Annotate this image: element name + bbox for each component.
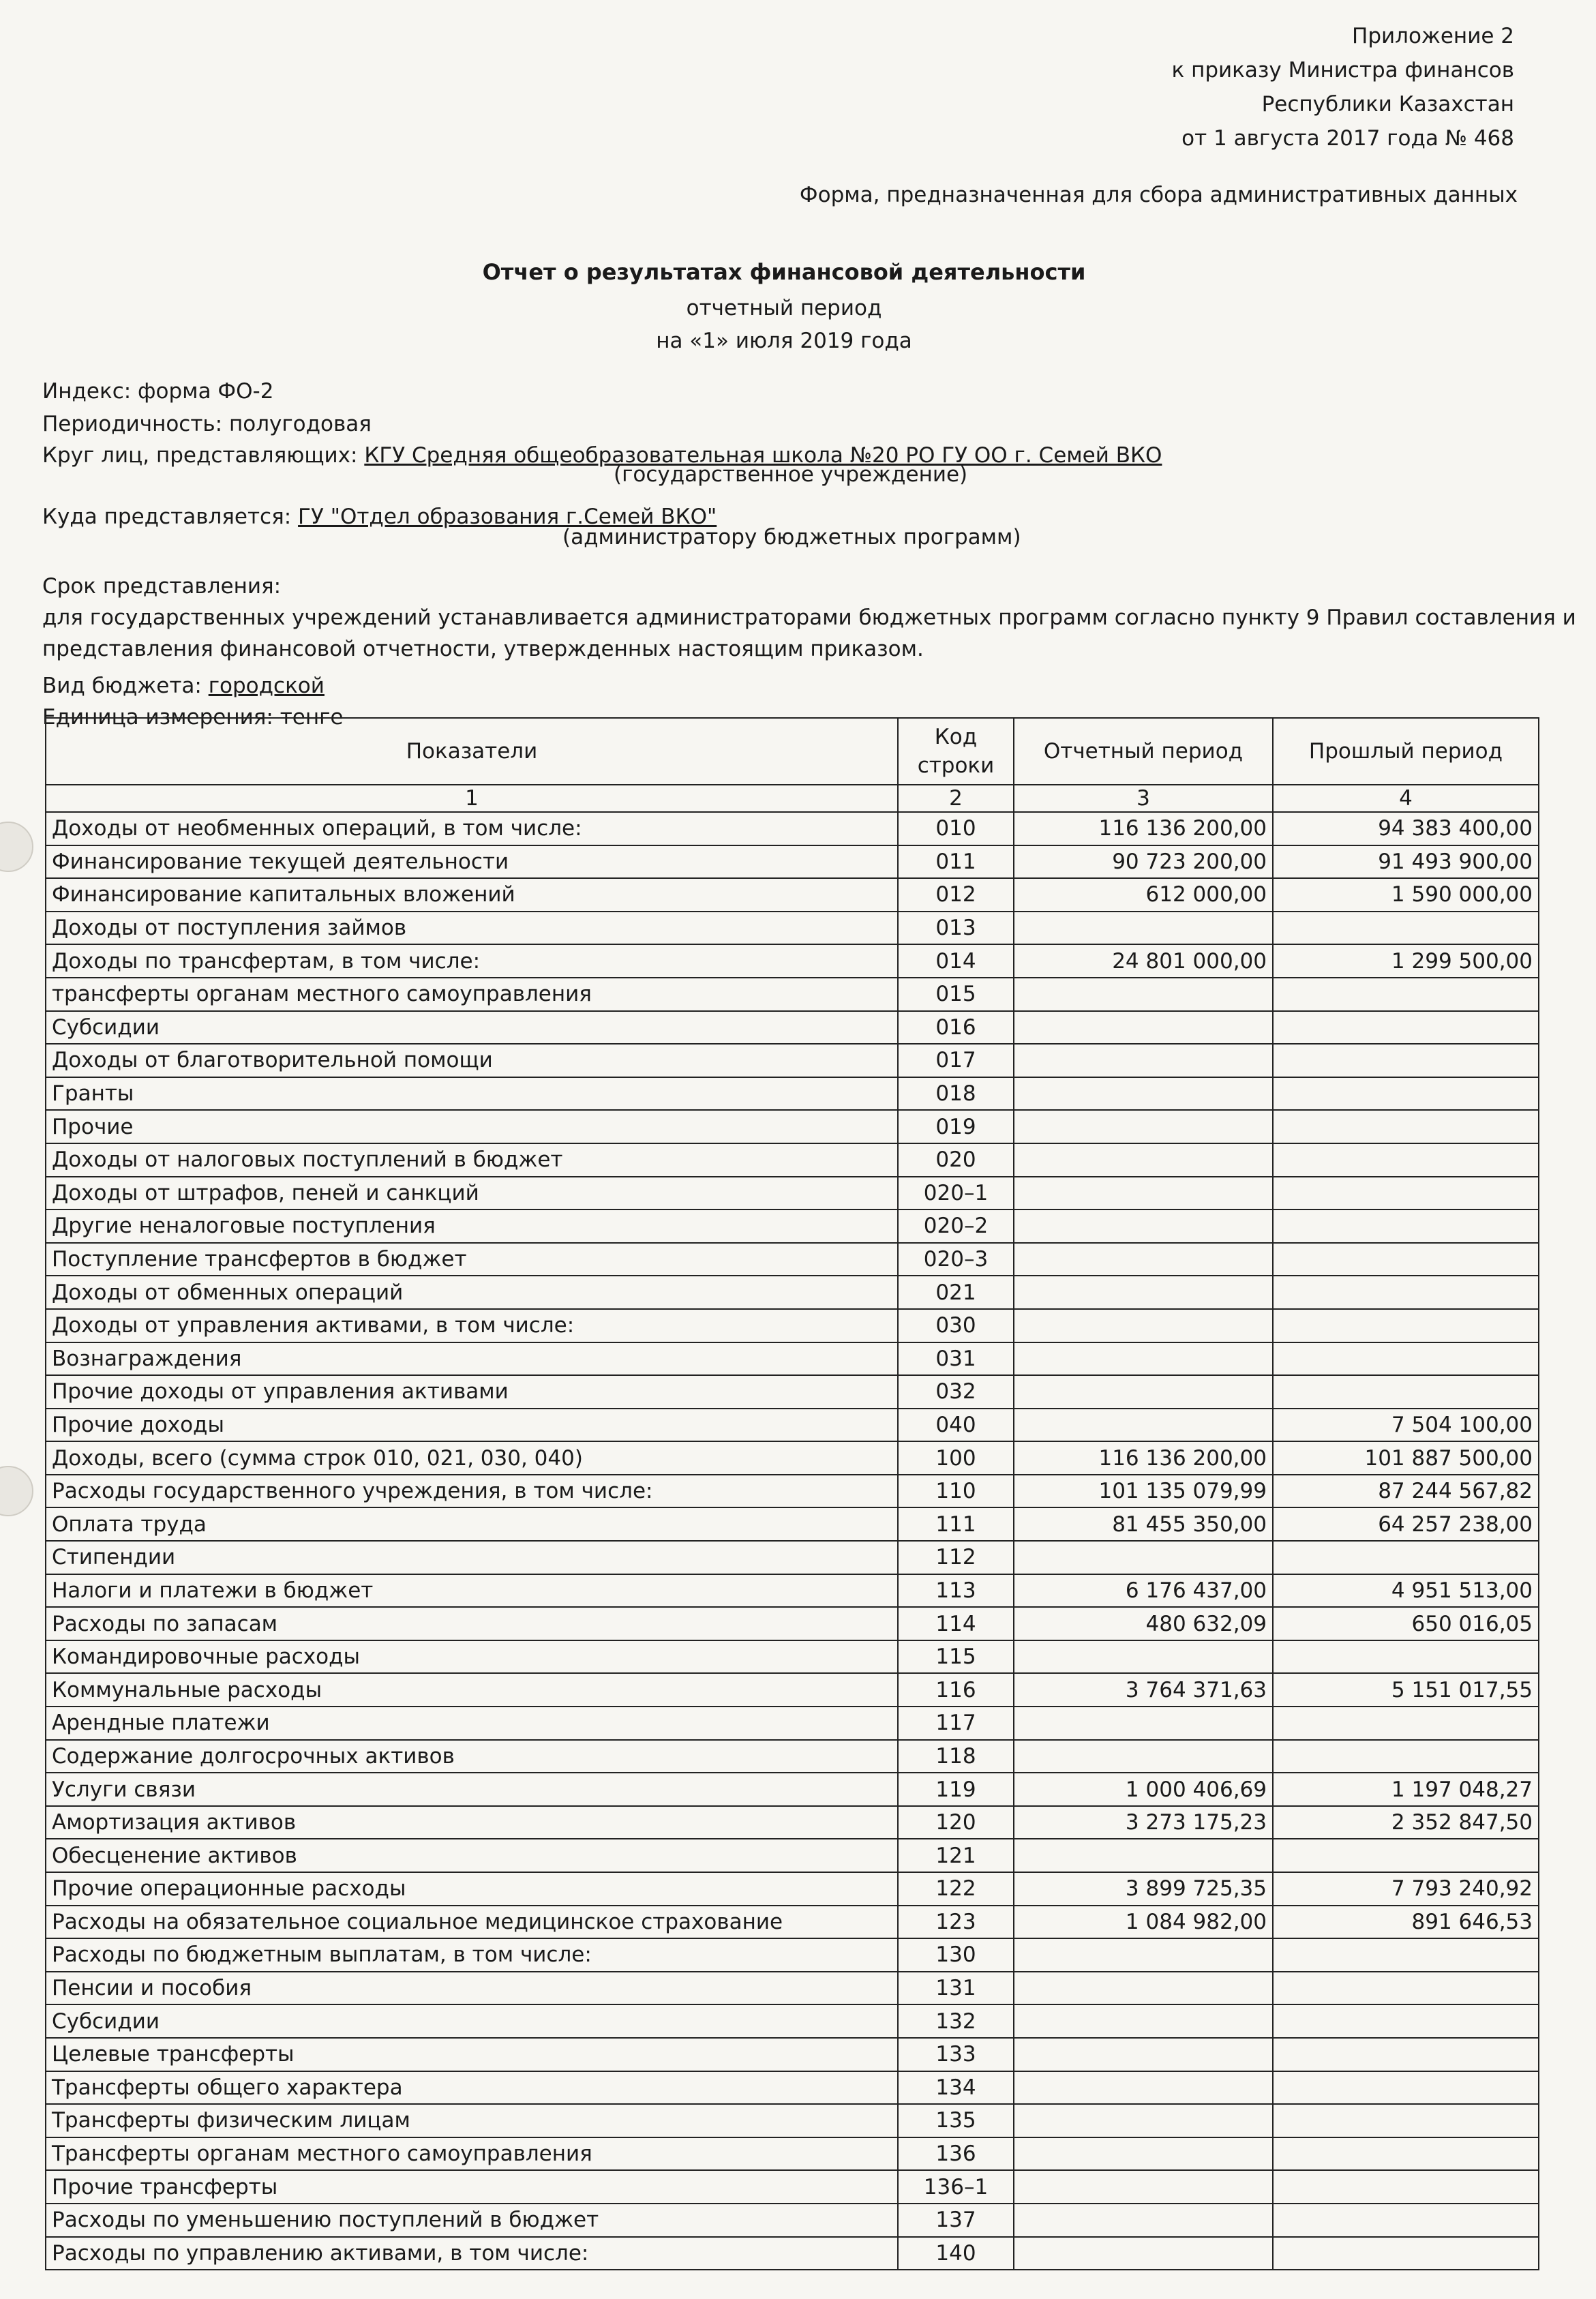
row-code: 016 [898, 1011, 1014, 1045]
row-current-value [1014, 1044, 1273, 1077]
presenter [42, 443, 1162, 468]
punch-hole [0, 1466, 33, 1516]
appendix-line: Приложение 2 [1352, 24, 1514, 48]
row-previous-value [1273, 1375, 1539, 1409]
row-label: Расходы по управлению активами, в том числе: [46, 2237, 898, 2270]
table-row [46, 2071, 1539, 2105]
table-row [46, 1409, 1539, 1442]
row-code: 020 [898, 1143, 1014, 1177]
row-code: 117 [898, 1707, 1014, 1740]
table-row [46, 1441, 1539, 1475]
row-code: 031 [898, 1342, 1014, 1376]
row-code: 111 [898, 1507, 1014, 1541]
row-code: 100 [898, 1441, 1014, 1475]
row-previous-value [1273, 1839, 1539, 1872]
header-previous-period: Прошлый период [1273, 718, 1539, 785]
row-label: Расходы по уменьшению поступлений в бюджет [46, 2204, 898, 2237]
report-period-label: отчетный период [686, 296, 882, 320]
row-label: Трансферты физическим лицам [46, 2104, 898, 2137]
table-row [46, 1209, 1539, 1243]
presenter-note: (государственное учреждение) [614, 462, 968, 487]
form-index: Индекс: форма ФО-2 [42, 379, 274, 404]
table-row [46, 1740, 1539, 1773]
row-current-value [1014, 2204, 1273, 2237]
row-previous-value: 91 493 900,00 [1273, 845, 1539, 879]
row-previous-value: 7 793 240,92 [1273, 1872, 1539, 1906]
row-label: Субсидии [46, 1011, 898, 1045]
table-row [46, 1541, 1539, 1574]
deadline-label: Срок представления: [42, 574, 282, 599]
row-label: Расходы на обязательное социальное медицинское страхование [46, 1906, 898, 1939]
row-label: Доходы, всего (сумма строк 010, 021, 030, 040) [46, 1441, 898, 1475]
row-previous-value [1273, 2170, 1539, 2204]
recipient-label: Куда представляется: [42, 505, 299, 529]
row-current-value: 612 000,00 [1014, 878, 1273, 912]
row-current-value [1014, 1972, 1273, 2005]
table-row [46, 1077, 1539, 1111]
presenter-value: КГУ Средняя общеобразовательная школа №20 РО ГУ ОО г. Семей ВКО [364, 443, 1162, 468]
row-current-value [1014, 2104, 1273, 2137]
table-row [46, 812, 1539, 845]
row-current-value [1014, 2004, 1273, 2038]
row-code: 012 [898, 878, 1014, 912]
report-table [45, 717, 1539, 2270]
row-previous-value [1273, 2137, 1539, 2171]
row-current-value [1014, 1077, 1273, 1111]
column-number: 2 [898, 785, 1014, 812]
table-row [46, 1044, 1539, 1077]
table-row [46, 2004, 1539, 2038]
header-indicators: Показатели [46, 718, 898, 785]
row-code: 123 [898, 1906, 1014, 1939]
row-current-value: 81 455 350,00 [1014, 1507, 1273, 1541]
table-row [46, 1011, 1539, 1045]
row-label: Финансирование капитальных вложений [46, 878, 898, 912]
row-code: 115 [898, 1640, 1014, 1674]
deadline-text: представления финансовой отчетности, утвержденных настоящим приказом. [42, 637, 924, 661]
appendix-line: Республики Казахстан [1261, 92, 1514, 117]
row-code: 133 [898, 2038, 1014, 2071]
appendix-line: от 1 августа 2017 года № 468 [1181, 126, 1514, 151]
row-current-value [1014, 1209, 1273, 1243]
row-label: Арендные платежи [46, 1707, 898, 1740]
row-code: 010 [898, 812, 1014, 845]
recipient-value: ГУ "Отдел образования г.Семей ВКО" [298, 505, 717, 529]
row-previous-value [1273, 1044, 1539, 1077]
row-label: Прочие трансферты [46, 2170, 898, 2204]
form-purpose: Форма, предназначенная для сбора административных данных [799, 183, 1518, 207]
table-row [46, 2237, 1539, 2270]
row-previous-value [1273, 1938, 1539, 1972]
table-row [46, 1707, 1539, 1740]
row-current-value: 24 801 000,00 [1014, 944, 1273, 978]
table-row [46, 1906, 1539, 1939]
row-code: 015 [898, 978, 1014, 1011]
row-code: 136 [898, 2137, 1014, 2171]
row-current-value: 101 135 079,99 [1014, 1475, 1273, 1508]
row-code: 021 [898, 1276, 1014, 1309]
row-current-value: 1 000 406,69 [1014, 1773, 1273, 1806]
table-row [46, 1773, 1539, 1806]
row-previous-value [1273, 978, 1539, 1011]
row-previous-value [1273, 1309, 1539, 1342]
row-label: Пенсии и пособия [46, 1972, 898, 2005]
row-label: Налоги и платежи в бюджет [46, 1574, 898, 1608]
row-current-value [1014, 1342, 1273, 1376]
table-row [46, 1673, 1539, 1707]
row-previous-value: 891 646,53 [1273, 1906, 1539, 1939]
row-code: 014 [898, 944, 1014, 978]
row-current-value [1014, 2170, 1273, 2204]
table-row [46, 1640, 1539, 1674]
report-date: на «1» июля 2019 года [656, 329, 912, 353]
row-previous-value: 1 590 000,00 [1273, 878, 1539, 912]
row-current-value: 90 723 200,00 [1014, 845, 1273, 879]
table-body [46, 812, 1539, 2270]
row-code: 120 [898, 1806, 1014, 1839]
row-current-value [1014, 2237, 1273, 2270]
table-row [46, 1243, 1539, 1276]
header-code: Код строки [898, 718, 1014, 785]
table-row [46, 978, 1539, 1011]
row-label: Доходы от поступления займов [46, 912, 898, 945]
row-previous-value: 7 504 100,00 [1273, 1409, 1539, 1442]
row-label: Доходы от управления активами, в том числе: [46, 1309, 898, 1342]
table-header-row [46, 718, 1539, 785]
row-code: 020–2 [898, 1209, 1014, 1243]
row-previous-value [1273, 912, 1539, 945]
table-row [46, 1143, 1539, 1177]
row-previous-value: 5 151 017,55 [1273, 1673, 1539, 1707]
row-code: 110 [898, 1475, 1014, 1508]
row-label: Вознаграждения [46, 1342, 898, 1376]
table-row [46, 1839, 1539, 1872]
row-current-value: 3 764 371,63 [1014, 1673, 1273, 1707]
row-code: 114 [898, 1607, 1014, 1640]
row-label: Трансферты органам местного самоуправления [46, 2137, 898, 2171]
row-label: Обесценение активов [46, 1839, 898, 1872]
row-label: Прочие доходы от управления активами [46, 1375, 898, 1409]
row-code: 020–3 [898, 1243, 1014, 1276]
unit-of-measure: Единица измерения: тенге [42, 705, 344, 730]
row-current-value [1014, 1640, 1273, 1674]
row-code: 131 [898, 1972, 1014, 2005]
row-previous-value [1273, 1972, 1539, 2005]
presenter-label: Круг лиц, представляющих: [42, 443, 365, 468]
table-row [46, 2038, 1539, 2071]
row-label: Другие неналоговые поступления [46, 1209, 898, 1243]
row-label: Доходы по трансфертам, в том числе: [46, 944, 898, 978]
budget-label: Вид бюджета: [42, 674, 209, 698]
table-row [46, 912, 1539, 945]
row-code: 130 [898, 1938, 1014, 1972]
row-previous-value: 650 016,05 [1273, 1607, 1539, 1640]
table-row [46, 1938, 1539, 1972]
row-label: Доходы от штрафов, пеней и санкций [46, 1177, 898, 1210]
row-previous-value: 64 257 238,00 [1273, 1507, 1539, 1541]
row-label: Услуги связи [46, 1773, 898, 1806]
row-previous-value [1273, 2004, 1539, 2038]
table-row [46, 1972, 1539, 2005]
row-previous-value: 1 299 500,00 [1273, 944, 1539, 978]
row-code: 019 [898, 1110, 1014, 1143]
row-current-value: 116 136 200,00 [1014, 812, 1273, 845]
table-row [46, 878, 1539, 912]
row-label: Расходы по запасам [46, 1607, 898, 1640]
row-code: 013 [898, 912, 1014, 945]
table-row [46, 1507, 1539, 1541]
row-current-value [1014, 1011, 1273, 1045]
row-current-value [1014, 1740, 1273, 1773]
row-label: Содержание долгосрочных активов [46, 1740, 898, 1773]
row-code: 040 [898, 1409, 1014, 1442]
table-row [46, 2204, 1539, 2237]
table-row [46, 1342, 1539, 1376]
column-number-row [46, 785, 1539, 812]
row-current-value [1014, 1177, 1273, 1210]
row-current-value [1014, 1375, 1273, 1409]
periodicity: Периодичность: полугодовая [42, 412, 372, 436]
row-label: Финансирование текущей деятельности [46, 845, 898, 879]
row-label: Командировочные расходы [46, 1640, 898, 1674]
header-current-period: Отчетный период [1014, 718, 1273, 785]
row-label: Прочие операционные расходы [46, 1872, 898, 1906]
row-current-value [1014, 1409, 1273, 1442]
row-label: Прочие доходы [46, 1409, 898, 1442]
row-previous-value: 94 383 400,00 [1273, 812, 1539, 845]
row-label: Субсидии [46, 2004, 898, 2038]
row-label: Гранты [46, 1077, 898, 1111]
table-row [46, 1574, 1539, 1608]
row-previous-value [1273, 1077, 1539, 1111]
row-label: Оплата труда [46, 1507, 898, 1541]
row-previous-value: 101 887 500,00 [1273, 1441, 1539, 1475]
row-current-value [1014, 1541, 1273, 1574]
row-previous-value: 87 244 567,82 [1273, 1475, 1539, 1508]
row-code: 030 [898, 1309, 1014, 1342]
row-previous-value [1273, 1143, 1539, 1177]
row-current-value: 116 136 200,00 [1014, 1441, 1273, 1475]
column-number: 1 [46, 785, 898, 812]
row-code: 116 [898, 1673, 1014, 1707]
row-label: Амортизация активов [46, 1806, 898, 1839]
row-previous-value [1273, 2104, 1539, 2137]
row-label: Доходы от обменных операций [46, 1276, 898, 1309]
row-previous-value [1273, 1011, 1539, 1045]
deadline-text: для государственных учреждений устанавливается администраторами бюджетных программ согласно пункту 9 Правил составления и [42, 605, 1576, 630]
row-label: Трансферты общего характера [46, 2071, 898, 2105]
row-previous-value [1273, 1177, 1539, 1210]
row-code: 018 [898, 1077, 1014, 1111]
row-previous-value [1273, 2204, 1539, 2237]
row-previous-value: 1 197 048,27 [1273, 1773, 1539, 1806]
table-row [46, 1475, 1539, 1508]
row-previous-value [1273, 1640, 1539, 1674]
table-row [46, 2137, 1539, 2171]
row-current-value [1014, 1276, 1273, 1309]
row-code: 118 [898, 1740, 1014, 1773]
row-current-value [1014, 2071, 1273, 2105]
column-number: 4 [1273, 785, 1539, 812]
row-current-value [1014, 1143, 1273, 1177]
row-current-value [1014, 1839, 1273, 1872]
row-code: 113 [898, 1574, 1014, 1608]
row-code: 134 [898, 2071, 1014, 2105]
table-row [46, 944, 1539, 978]
table-row [46, 1375, 1539, 1409]
row-label: Стипендии [46, 1541, 898, 1574]
appendix-line: к приказу Министра финансов [1171, 58, 1514, 82]
row-previous-value [1273, 1209, 1539, 1243]
table-row [46, 1607, 1539, 1640]
row-current-value [1014, 1243, 1273, 1276]
row-previous-value [1273, 2071, 1539, 2105]
row-code: 017 [898, 1044, 1014, 1077]
row-previous-value [1273, 2038, 1539, 2071]
punch-hole [0, 822, 33, 872]
table-row [46, 2104, 1539, 2137]
row-previous-value [1273, 1243, 1539, 1276]
row-current-value [1014, 978, 1273, 1011]
row-current-value: 3 899 725,35 [1014, 1872, 1273, 1906]
row-current-value [1014, 1309, 1273, 1342]
row-label: Прочие [46, 1110, 898, 1143]
row-code: 140 [898, 2237, 1014, 2270]
row-label: Доходы от необменных операций, в том числе: [46, 812, 898, 845]
row-label: Поступление трансфертов в бюджет [46, 1243, 898, 1276]
row-code: 132 [898, 2004, 1014, 2038]
row-current-value [1014, 1110, 1273, 1143]
budget-value: городской [208, 674, 325, 698]
row-current-value [1014, 1938, 1273, 1972]
row-current-value [1014, 2038, 1273, 2071]
table-row [46, 1309, 1539, 1342]
row-current-value [1014, 2137, 1273, 2171]
row-code: 011 [898, 845, 1014, 879]
row-previous-value [1273, 1541, 1539, 1574]
row-previous-value: 4 951 513,00 [1273, 1574, 1539, 1608]
recipient-note: (администратору бюджетных программ) [562, 525, 1021, 550]
row-current-value [1014, 912, 1273, 945]
row-label: Доходы от благотворительной помощи [46, 1044, 898, 1077]
row-label: трансферты органам местного самоуправления [46, 978, 898, 1011]
table-row [46, 1110, 1539, 1143]
row-previous-value [1273, 1110, 1539, 1143]
row-previous-value [1273, 1342, 1539, 1376]
row-previous-value [1273, 2237, 1539, 2270]
row-current-value: 3 273 175,23 [1014, 1806, 1273, 1839]
table-row [46, 2170, 1539, 2204]
row-code: 135 [898, 2104, 1014, 2137]
table-row [46, 1177, 1539, 1210]
row-code: 137 [898, 2204, 1014, 2237]
row-code: 122 [898, 1872, 1014, 1906]
row-label: Коммунальные расходы [46, 1673, 898, 1707]
table-row [46, 1872, 1539, 1906]
row-label: Расходы по бюджетным выплатам, в том числе: [46, 1938, 898, 1972]
row-previous-value [1273, 1276, 1539, 1309]
row-current-value: 6 176 437,00 [1014, 1574, 1273, 1608]
row-label: Доходы от налоговых поступлений в бюджет [46, 1143, 898, 1177]
row-current-value: 480 632,09 [1014, 1607, 1273, 1640]
table-row [46, 1276, 1539, 1309]
row-current-value [1014, 1707, 1273, 1740]
row-code: 136–1 [898, 2170, 1014, 2204]
row-code: 121 [898, 1839, 1014, 1872]
row-label: Расходы государственного учреждения, в том числе: [46, 1475, 898, 1508]
row-previous-value [1273, 1707, 1539, 1740]
appendix-block [1172, 19, 1514, 155]
row-code: 119 [898, 1773, 1014, 1806]
table-row [46, 1806, 1539, 1839]
column-number: 3 [1014, 785, 1273, 812]
table-row [46, 845, 1539, 879]
row-label: Целевые трансферты [46, 2038, 898, 2071]
budget-type [42, 674, 325, 698]
row-previous-value: 2 352 847,50 [1273, 1806, 1539, 1839]
row-previous-value [1273, 1740, 1539, 1773]
row-code: 112 [898, 1541, 1014, 1574]
row-current-value: 1 084 982,00 [1014, 1906, 1273, 1939]
report-title: Отчет о результатах финансовой деятельности [482, 259, 1086, 285]
row-code: 032 [898, 1375, 1014, 1409]
row-code: 020–1 [898, 1177, 1014, 1210]
